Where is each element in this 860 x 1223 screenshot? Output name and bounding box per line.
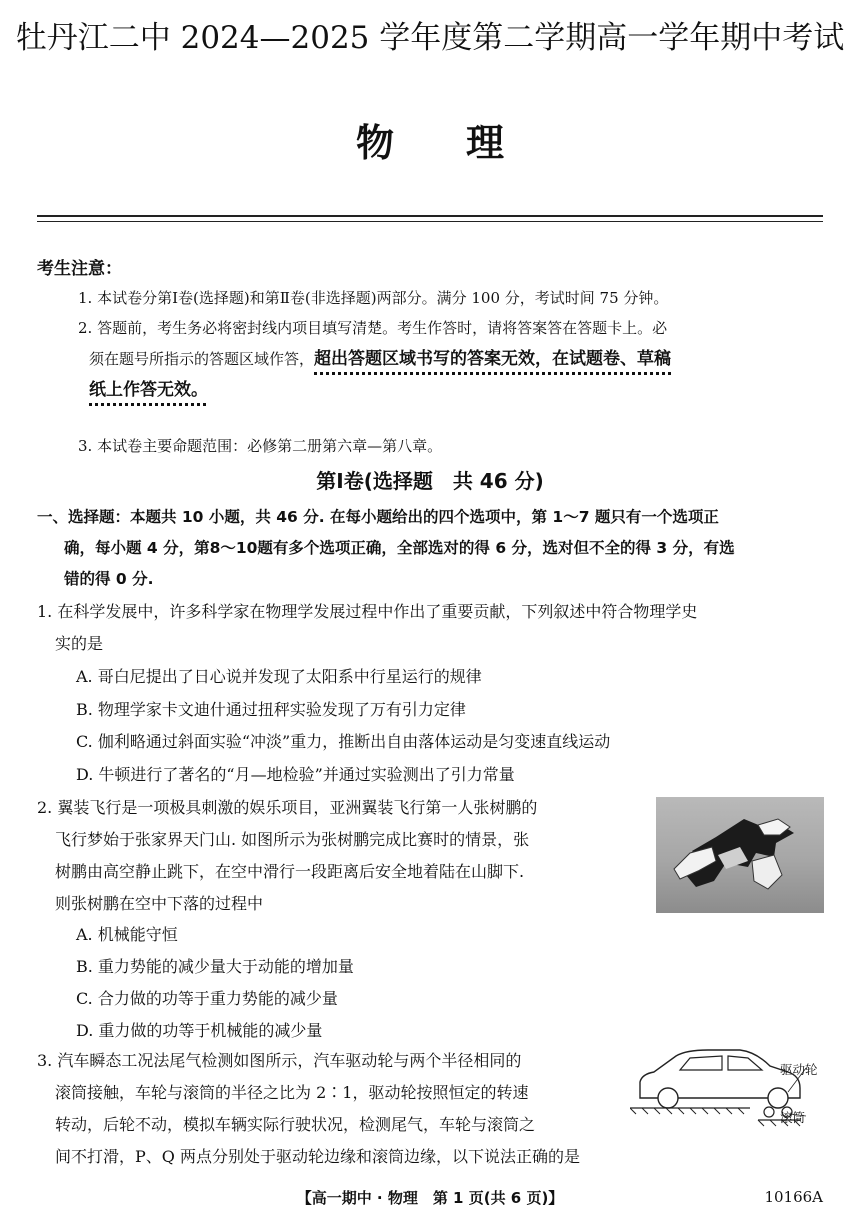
wingsuit-photo: [656, 797, 824, 913]
wingsuit-flyer-icon: [656, 797, 824, 913]
question-3-line-3: 转动，后轮不动，模拟车辆实际行驶状况，检测尾气，车轮与滚筒之: [55, 1115, 536, 1134]
notice-item-3: 3. 本试卷主要命题范围：必修第二册第六章—第八章。: [78, 437, 443, 455]
section-instruction-line-1: 一、选择题：本题共 10 小题，共 46 分. 在每小题给出的四个选项中，第 1～7 题只有一个选项正: [37, 508, 719, 526]
question-1-option-a: A. 哥白尼提出了日心说并发现了太阳系中行星运行的规律: [76, 667, 482, 686]
exam-title: 牡丹江二中 2024—2025 学年度第二学期高一学年期中考试: [15, 20, 845, 56]
section-instruction-line-2: 确，每小题 4 分，第8～10题有多个选项正确，全部选对的得 6 分，选对但不全的得 3 分，有选: [64, 539, 735, 557]
roller-label: 滚筒: [780, 1110, 806, 1125]
question-1-line-1: 1. 在科学发展中，许多科学家在物理学发展过程中作出了重要贡献，下列叙述中符合物理学史: [37, 602, 698, 621]
question-2-line-4: 则张树鹏在空中下落的过程中: [55, 894, 264, 913]
car-test-diagram: [630, 1046, 830, 1128]
header-rule-thin: [37, 221, 823, 222]
notice-item-1: 1. 本试卷分第Ⅰ卷(选择题)和第Ⅱ卷(非选择题)两部分。满分 100 分，考试时间 75 分钟。: [78, 289, 669, 307]
notice-item-2-line-1: 2. 答题前，考生务必将密封线内项目填写清楚。考生作答时，请将答案答在答题卡上。必: [78, 319, 668, 337]
question-2-option-b: B. 重力势能的减少量大于动能的增加量: [76, 957, 354, 976]
subject-title: 物理: [355, 121, 576, 165]
section-title: 第Ⅰ卷(选择题 共 46 分): [316, 469, 544, 493]
question-2-line-1: 2. 翼装飞行是一项极具刺激的娱乐项目，亚洲翼装飞行第一人张树鹏的: [37, 798, 538, 817]
page-footer: 【高一期中 · 物理 第 1 页(共 6 页)】: [296, 1189, 564, 1207]
question-2-line-3: 树鹏由高空静止跳下，在空中滑行一段距离后安全地着陆在山脚下.: [55, 862, 525, 881]
question-1-option-b: B. 物理学家卡文迪什通过扭秤实验发现了万有引力定律: [76, 700, 466, 719]
question-2-option-d: D. 重力做的功等于机械能的减少量: [76, 1021, 323, 1040]
question-2-option-c: C. 合力做的功等于重力势能的减少量: [76, 989, 338, 1008]
question-2-line-2: 飞行梦始于张家界天门山. 如图所示为张树鹏完成比赛时的情景，张: [55, 830, 530, 849]
notice-item-2-emphasis: 超出答题区域书写的答案无效，在试题卷、草稿: [314, 349, 672, 369]
notice-item-2-plain: 须在题号所指示的答题区域作答，: [89, 350, 315, 368]
header-rule-thick: [37, 215, 823, 217]
question-1-option-c: C. 伽利略通过斜面实验“冲淡”重力，推断出自由落体运动是匀变速直线运动: [76, 732, 611, 751]
question-3-line-1: 3. 汽车瞬态工况法尾气检测如图所示，汽车驱动轮与两个半径相同的: [37, 1051, 522, 1070]
question-3-line-2: 滚筒接触，车轮与滚筒的半径之比为 2∶1，驱动轮按照恒定的转速: [55, 1083, 529, 1102]
drive-wheel-label: 驱动轮: [780, 1062, 818, 1077]
question-1-line-2: 实的是: [55, 634, 104, 653]
question-1-option-d: D. 牛顿进行了著名的“月—地检验”并通过实验测出了引力常量: [76, 765, 515, 784]
notice-item-2-emphasis-end: 纸上作答无效。: [89, 380, 208, 400]
question-3-line-4: 间不打滑，P、Q 两点分别处于驱动轮边缘和滚筒边缘，以下说法正确的是: [55, 1147, 580, 1166]
notice-heading: 考生注意：: [37, 259, 122, 279]
section-instruction-line-3: 错的得 0 分.: [64, 570, 154, 588]
paper-code: 10166A: [764, 1188, 823, 1206]
question-2-option-a: A. 机械能守恒: [76, 925, 178, 944]
